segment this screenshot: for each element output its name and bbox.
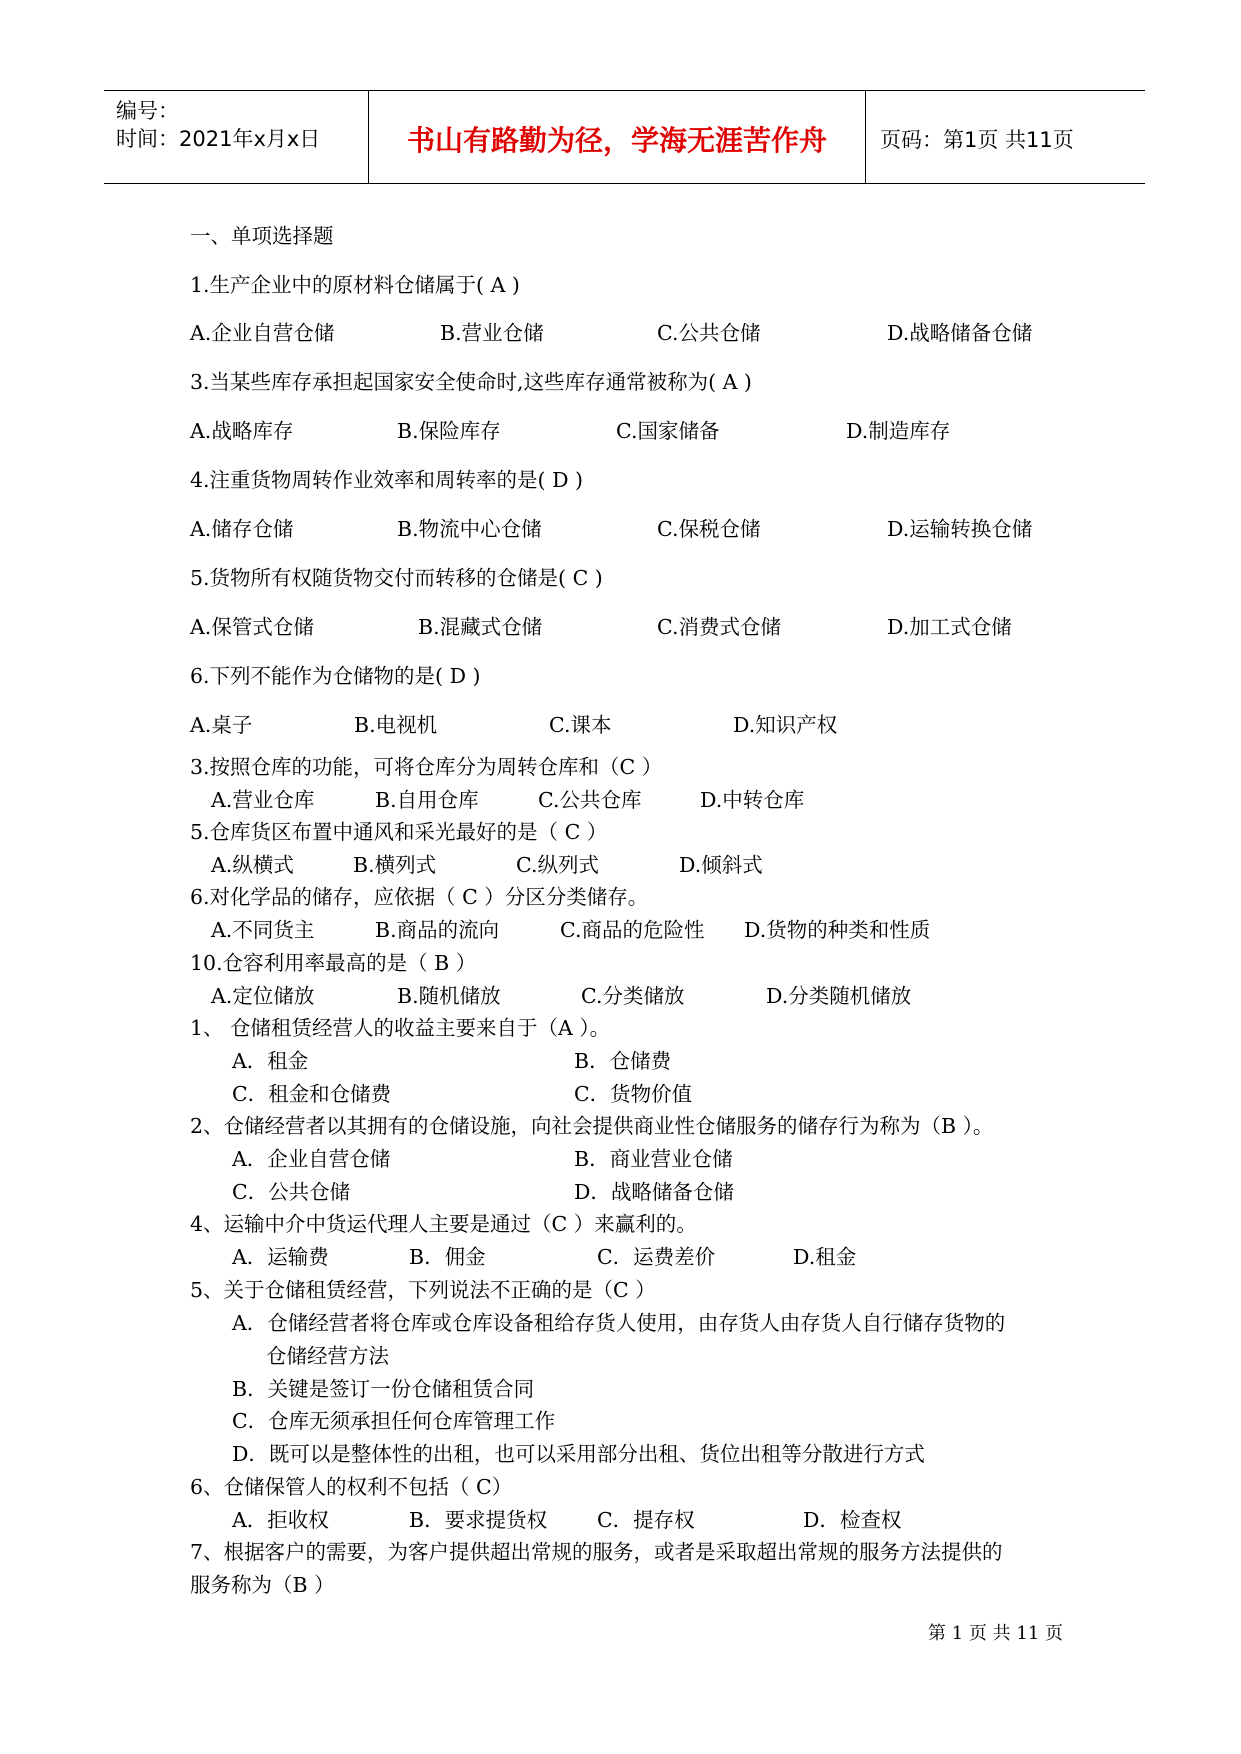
option-c: C．仓库无须承担任何仓库管理工作 (232, 1409, 556, 1433)
question-stem: 10.仓容利用率最高的是（ B ） (190, 951, 477, 975)
option-d: D.战略储备仓储 (887, 321, 1033, 345)
option-d: D.倾斜式 (679, 853, 763, 877)
question-stem: 6.对化学品的储存，应依据（ C ）分区分类储存。 (190, 885, 649, 909)
option-c: C.纵列式 (516, 853, 599, 877)
question-stem: 1.生产企业中的原材料仓储属于( A ) (190, 273, 520, 297)
document-header (104, 90, 1145, 184)
option-b: B.营业仓储 (440, 321, 544, 345)
question-stem: 6、仓储保管人的权利不包括（ C） (190, 1475, 513, 1499)
question-stem-continued: 服务称为（B ） (190, 1573, 335, 1597)
option-b: B．关键是签订一份仓储租赁合同 (232, 1377, 535, 1401)
question-stem: 5.仓库货区布置中通风和采光最好的是（ C ） (190, 820, 608, 844)
option-c: C.保税仓储 (657, 517, 761, 541)
option-c: C.课本 (549, 713, 612, 737)
option-d: D.知识产权 (733, 713, 838, 737)
option-d: D．检查权 (803, 1508, 902, 1532)
question-stem: 4、运输中介中货运代理人主要是通过（C ）来赢利的。 (190, 1212, 697, 1236)
option-d: D.运输转换仓储 (887, 517, 1033, 541)
footer-page-number: 第 1 页 共 11 页 (928, 1623, 1063, 1644)
question-stem: 1、 仓储租赁经营人的收益主要来自于（A ）。 (190, 1016, 611, 1040)
option-c: C．公共仓储 (232, 1180, 351, 1204)
option-b: B．佣金 (409, 1245, 486, 1269)
option-b: B.物流中心仓储 (397, 517, 542, 541)
option-d: D.制造库存 (846, 419, 951, 443)
option-c: C.公共仓库 (538, 788, 642, 812)
option-a: A.营业仓库 (211, 788, 315, 812)
option-b: B．要求提货权 (409, 1508, 548, 1532)
question-stem: 2、仓储经营者以其拥有的仓储设施，向社会提供商业性仓储服务的储存行为称为（B ）。 (190, 1114, 994, 1138)
option-d: D.加工式仓储 (887, 615, 1012, 639)
header-info-cell (104, 91, 369, 183)
question-stem: 7、根据客户的需要，为客户提供超出常规的服务，或者是采取超出常规的服务方法提供的 (190, 1540, 1003, 1564)
option-a: A．租金 (232, 1049, 309, 1073)
option-b: B.电视机 (354, 713, 438, 737)
option-b: B.横列式 (353, 853, 437, 877)
option-c: C.公共仓储 (657, 321, 761, 345)
serial-number-label: 编号： (116, 99, 179, 123)
option-a: A．运输费 (232, 1245, 329, 1269)
option-b: B.保险库存 (397, 419, 501, 443)
option-a: A.不同货主 (211, 918, 315, 942)
header-page-number: 页码：第1页 共11页 (880, 128, 1074, 152)
option-d: D．战略储备仓储 (574, 1180, 734, 1204)
option-a: A．拒收权 (232, 1508, 329, 1532)
option-a-continued: 仓储经营方法 (266, 1344, 389, 1368)
option-b: B．仓储费 (574, 1049, 672, 1073)
question-stem: 6.下列不能作为仓储物的是( D ) (190, 664, 481, 688)
option-a: A.纵横式 (211, 853, 294, 877)
time-label: 时间：2021年x月x日 (116, 127, 321, 151)
question-stem: 3.按照仓库的功能，可将仓库分为周转仓库和（C ） (190, 755, 663, 779)
option-a: A.战略库存 (190, 419, 294, 443)
option-d: D.货物的种类和性质 (744, 918, 931, 942)
motto: 书山有路勤为径，学海无涯苦作舟 (406, 124, 827, 157)
question-stem: 5、关于仓储租赁经营，下列说法不正确的是（C ） (190, 1278, 656, 1302)
option-c: C.消费式仓储 (657, 615, 781, 639)
option-a: A.储存仓储 (190, 517, 294, 541)
question-stem: 4.注重货物周转作业效率和周转率的是( D ) (190, 468, 584, 492)
option-d: D.分类随机储放 (766, 984, 912, 1008)
option-a: A.企业自营仓储 (190, 321, 335, 345)
option-d: C．货物价值 (574, 1082, 693, 1106)
question-stem: 5.货物所有权随货物交付而转移的仓储是( C ) (190, 566, 603, 590)
section-title: 一、单项选择题 (190, 224, 334, 248)
option-a: A．企业自营仓储 (232, 1147, 391, 1171)
option-c: C．租金和仓储费 (232, 1082, 392, 1106)
option-b: B.商品的流向 (375, 918, 500, 942)
option-c: C.分类储放 (581, 984, 685, 1008)
option-d: D.中转仓库 (700, 788, 805, 812)
option-b: B.自用仓库 (375, 788, 479, 812)
option-c: C.国家储备 (616, 419, 720, 443)
option-a: A．仓储经营者将仓库或仓库设备租给存货人使用，由存货人由存货人自行储存货物的 (232, 1311, 1006, 1335)
option-d: D．既可以是整体性的出租，也可以采用部分出租、货位出租等分散进行方式 (232, 1442, 925, 1466)
option-d: D.租金 (793, 1245, 857, 1269)
question-stem: 3.当某些库存承担起国家安全使命时,这些库存通常被称为( A ) (190, 370, 752, 394)
header-page-cell (866, 91, 1145, 183)
option-a: A.保管式仓储 (190, 615, 314, 639)
header-motto-cell (369, 91, 866, 183)
option-b: B.混藏式仓储 (418, 615, 543, 639)
option-b: B．商业营业仓储 (574, 1147, 733, 1171)
option-b: B.随机储放 (397, 984, 501, 1008)
option-a: A.桌子 (190, 713, 253, 737)
option-a: A.定位储放 (211, 984, 315, 1008)
option-c: C．提存权 (597, 1508, 695, 1532)
option-c: C.商品的危险性 (560, 918, 705, 942)
option-c: C．运费差价 (597, 1245, 716, 1269)
